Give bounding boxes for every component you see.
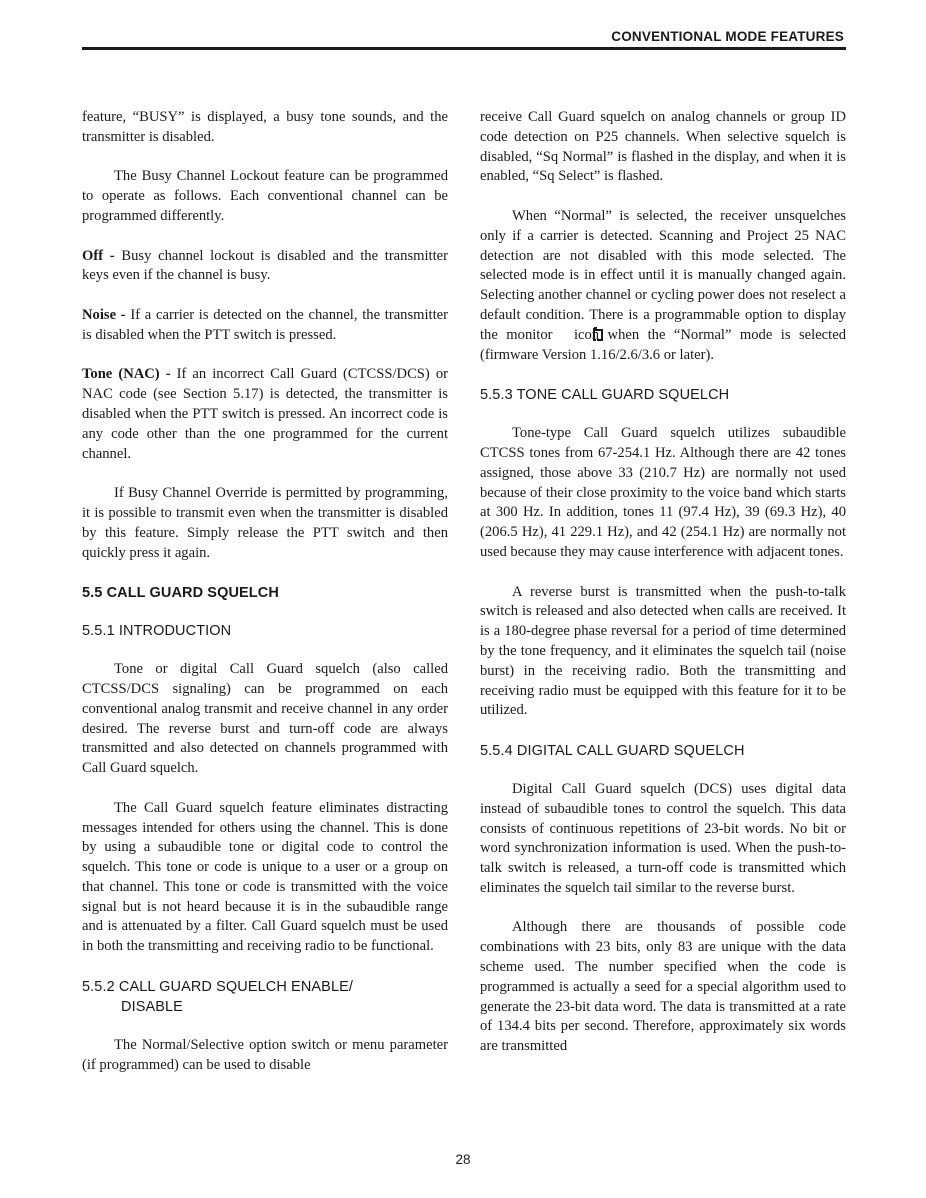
off-label: Off - [82,247,115,264]
page-number: 28 [455,1152,471,1167]
heading-line: DISABLE [121,998,183,1015]
subsection-heading-5-5-2 [82,977,448,1017]
paragraph: Digital Call Guard squelch (DCS) uses digital data instead of subaudible tones to control the squelch. This data consists of continuous repetitions of 23-bit words. No bit or word synchronization information is used. When the push-to-talk switch is released, a turn-off code is transmitted which eliminates the squelch tail similar to the reverse burst. [480,780,846,896]
paragraph: The Busy Channel Lockout feature can be programmed to operate as follows. Each conventional channel can be programmed differently. [82,168,448,224]
paragraph: A reverse burst is transmitted when the push-to-talk switch is released and also detected when calls are received. It is a 180-degree phase reversal for a period of time determined by the tone frequency, and it eliminates the squelch tail (noise burst) in the receiving radio. Both the transmitting and receiving radio must be equipped with this feature for it to be utilized. [480,583,846,719]
monitor-icon [561,327,571,341]
paragraph: The Call Guard squelch feature eliminates distracting messages intended for others using the channel. This is done by using a subaudible tone or digital code to control the squelch. This tone or code is unique to a user or a group on that channel. This tone or code is transmitted with the voice signal but is not heard because it is in the subaudible range and is attenuated by a filter. Call Guard squelch must be used in both the transmitting and receiving radio to be functional. [82,799,448,955]
paragraph: Tone-type Call Guard squelch utilizes subaudible CTCSS tones from 67-254.1 Hz. Although there are 42 tones assigned, those above 33 (210.7 Hz) are normally not used because of their close proximity to the voice band which starts at 300 Hz. In addition, tones 11 (97.4 Hz), 39 (69.3 Hz), 40 (206.5 Hz), 41 229.1 Hz), and 42 (254.1 Hz) are normally not used because they may cause interference with adjacent tones. [480,425,846,560]
paragraph-monitor [480,207,846,365]
subsection-heading-5-5-3: 5.5.3 TONE CALL GUARD SQUELCH [480,387,730,404]
section-heading-5-5: 5.5 CALL GUARD SQUELCH [82,585,279,602]
off-text: Busy channel lockout is disabled and the transmitter keys even if the channel is busy. [82,247,448,284]
paragraph: Although there are thousands of possible code combinations with 23 bits, only 83 are unique with the data scheme used. The number specified when the code is programmed is actually a seed for a special algorithm used to generate the 23-bit data word. The data is transmitted at a rate of 134.4 bits per second. Therefore, approximately six words are transmitted [480,919,846,1055]
paragraph-tone [82,365,448,464]
tone-label: Tone (NAC) - [82,366,171,383]
monitor-text-b: icon when the “Normal” mode is selected (firmware Version 1.16/2.6/3.6 or later). [480,326,846,363]
monitor-text-a: When “Normal” is selected, the receiver unsquelches only if a carrier is detected. Scanning and Project 25 NAC detection are not disabled with this mode selected. The selected mode is in effect until it is manually changed again. Selecting another channel or cycling power does not reselect a default condition. There is a programmable option to display the monitor [480,207,846,343]
left-column [82,108,448,1095]
noise-text: If a carrier is detected on the channel, the transmitter is disabled when the PTT switch is pressed. [82,306,448,343]
paragraph-noise [82,306,448,346]
header-title: CONVENTIONAL MODE FEATURES [611,29,844,44]
paragraph-off [82,247,448,287]
subsection-heading-5-5-4: 5.5.4 DIGITAL CALL GUARD SQUELCH [480,742,745,759]
paragraph: feature, “BUSY” is displayed, a busy tone sounds, and the transmitter is disabled. [82,109,448,145]
paragraph: Tone or digital Call Guard squelch (also called CTCSS/DCS signaling) can be programmed on each conventional analog transmit and receive channel in any order desired. The reverse burst and turn-off code are always transmitted and also detected on channels programmed with Call Guard squelch. [82,661,448,777]
heading-line: 5.5.2 CALL GUARD SQUELCH ENABLE/ [82,978,354,995]
header-rule [82,47,846,50]
paragraph: receive Call Guard squelch on analog channels or group ID code detection on P25 channels. When selective squelch is disabled, “Sq Normal” is flashed in the display, and when it is enabled, “Sq Select” is flashed. [480,109,846,185]
paragraph: If Busy Channel Override is permitted by programming, it is possible to transmit even when the transmitter is disabled by this feature. Simply release the PTT switch and then quickly press it again. [82,485,448,561]
paragraph: The Normal/Selective option switch or menu parameter (if programmed) can be used to disable [82,1036,448,1073]
right-column [480,108,846,1077]
noise-label: Noise - [82,306,126,323]
tone-text: If an incorrect Call Guard (CTCSS/DCS) or NAC code (see Section 5.17) is detected, the transmitter is disabled when the PTT switch is pressed. An incorrect code is any code other than the one programmed for the current channel. [82,366,448,462]
subsection-heading-5-5-1: 5.5.1 INTRODUCTION [82,623,232,640]
